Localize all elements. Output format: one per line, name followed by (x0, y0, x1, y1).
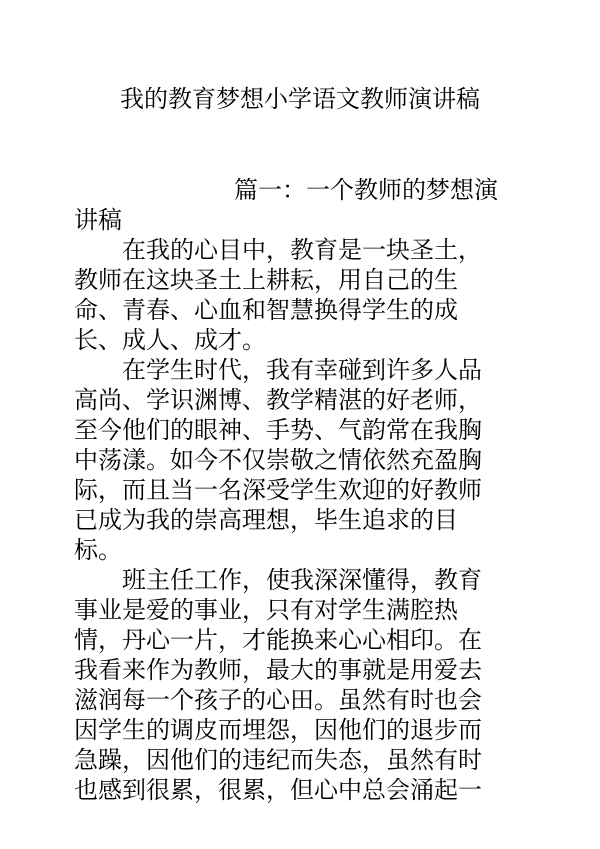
text-line: 事业是爱的事业，只有对学生满腔热 (74, 596, 458, 624)
section-heading-line-2: 讲稿 (74, 206, 122, 234)
text-line: 因学生的调皮而埋怨，因他们的退步而 (74, 716, 482, 744)
paragraph-3 (74, 565, 524, 805)
body-text (74, 235, 524, 805)
section-heading (74, 175, 520, 235)
text-line: 班主任工作，使我深深懂得，教育 (122, 566, 482, 594)
paragraph-2 (74, 355, 524, 565)
text-line: 在我的心目中，教育是一块圣土， (122, 236, 482, 264)
paragraph-1 (74, 235, 524, 355)
text-line: 长、成人、成才。 (74, 326, 266, 354)
section-heading-line-1: 篇一：一个教师的梦想演 (234, 176, 498, 204)
text-line: 至今他们的眼神、手势、气韵常在我胸 (74, 416, 482, 444)
text-line: 命、青春、心血和智慧换得学生的成 (74, 296, 458, 324)
document-title: 我的教育梦想小学语文教师演讲稿 (120, 85, 480, 113)
text-line: 标。 (74, 536, 122, 564)
text-line: 滋润每一个孩子的心田。虽然有时也会 (74, 686, 482, 714)
text-line: 在学生时代，我有幸碰到许多人品 (122, 356, 482, 384)
text-line: 际，而且当一名深受学生欢迎的好教师 (74, 476, 482, 504)
text-line: 急躁，因他们的违纪而失态，虽然有时 (74, 746, 482, 774)
text-line: 已成为我的崇高理想，毕生追求的目 (74, 506, 458, 534)
text-line: 中荡漾。如今不仅崇敬之情依然充盈胸 (74, 446, 482, 474)
text-line: 也感到很累，很累，但心中总会涌起一 (74, 776, 482, 804)
text-line: 情，丹心一片，才能换来心心相印。在 (74, 626, 482, 654)
text-line: 教师在这块圣土上耕耘，用自己的生 (74, 266, 458, 294)
text-line: 高尚、学识渊博、教学精湛的好老师， (74, 386, 482, 414)
text-line: 我看来作为教师，最大的事就是用爱去 (74, 656, 482, 684)
